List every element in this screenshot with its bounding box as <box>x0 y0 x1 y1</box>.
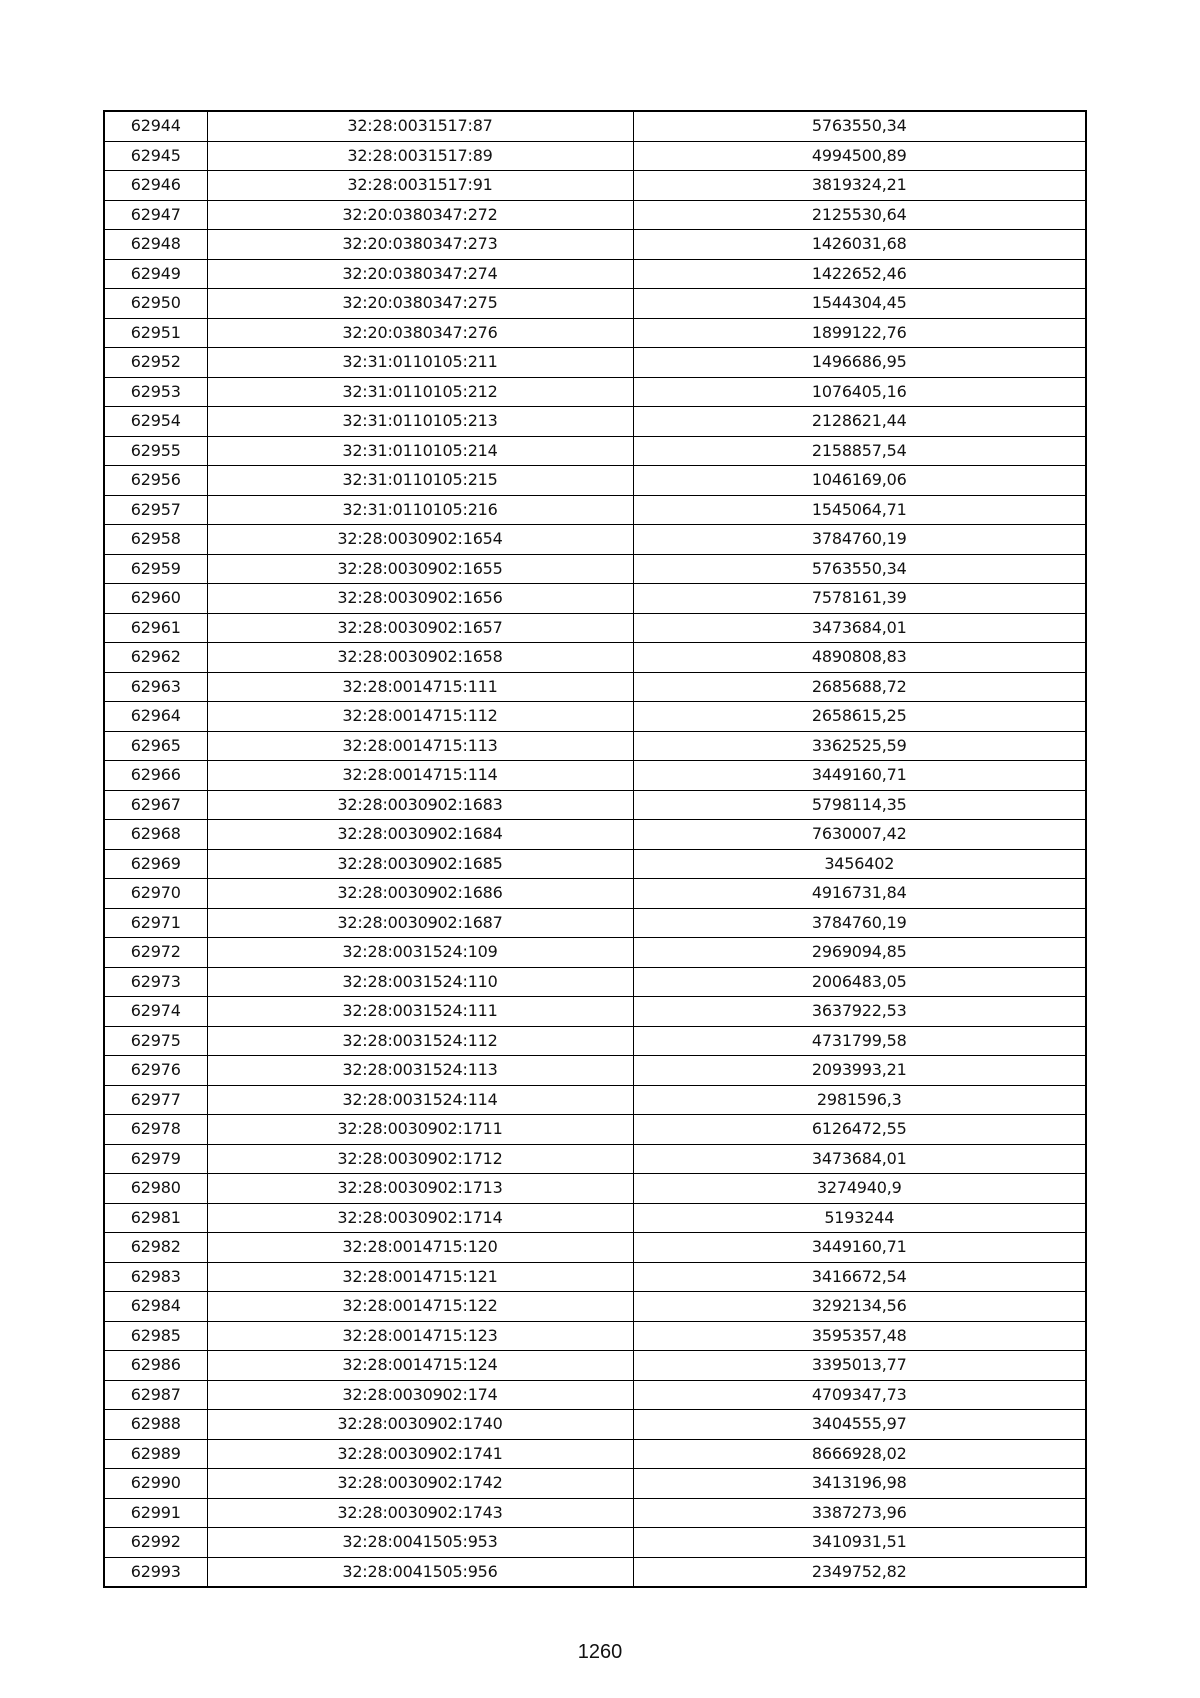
row-number-cell: 62989 <box>104 1439 207 1469</box>
value-cell: 5798114,35 <box>633 790 1086 820</box>
cadastral-number-cell: 32:20:0380347:273 <box>207 230 633 260</box>
table-row <box>104 1026 1086 1056</box>
row-number-cell: 62964 <box>104 702 207 732</box>
table-row <box>104 584 1086 614</box>
value-cell: 1422652,46 <box>633 259 1086 289</box>
cadastral-number-cell: 32:28:0030902:1712 <box>207 1144 633 1174</box>
row-number-cell: 62956 <box>104 466 207 496</box>
row-number-cell: 62971 <box>104 908 207 938</box>
row-number-cell: 62976 <box>104 1056 207 1086</box>
row-number-cell: 62982 <box>104 1233 207 1263</box>
value-cell: 3292134,56 <box>633 1292 1086 1322</box>
cadastral-number-cell: 32:28:0030902:1658 <box>207 643 633 673</box>
table-row <box>104 1380 1086 1410</box>
value-cell: 1426031,68 <box>633 230 1086 260</box>
row-number-cell: 62975 <box>104 1026 207 1056</box>
value-cell: 3473684,01 <box>633 1144 1086 1174</box>
table-row <box>104 525 1086 555</box>
table-row <box>104 643 1086 673</box>
table-row <box>104 1262 1086 1292</box>
value-cell: 3274940,9 <box>633 1174 1086 1204</box>
value-cell: 2658615,25 <box>633 702 1086 732</box>
table-row <box>104 1439 1086 1469</box>
row-number-cell: 62992 <box>104 1528 207 1558</box>
cadastral-number-cell: 32:28:0030902:1742 <box>207 1469 633 1499</box>
cadastral-number-cell: 32:28:0030902:1686 <box>207 879 633 909</box>
value-cell: 4916731,84 <box>633 879 1086 909</box>
table-body <box>104 111 1086 1587</box>
row-number-cell: 62987 <box>104 1380 207 1410</box>
row-number-cell: 62985 <box>104 1321 207 1351</box>
cadastral-number-cell: 32:28:0030902:1684 <box>207 820 633 850</box>
value-cell: 3637922,53 <box>633 997 1086 1027</box>
cadastral-number-cell: 32:28:0014715:124 <box>207 1351 633 1381</box>
cadastral-number-cell: 32:28:0041505:956 <box>207 1557 633 1587</box>
cadastral-number-cell: 32:20:0380347:274 <box>207 259 633 289</box>
row-number-cell: 62946 <box>104 171 207 201</box>
cadastral-number-cell: 32:28:0030902:1654 <box>207 525 633 555</box>
row-number-cell: 62991 <box>104 1498 207 1528</box>
row-number-cell: 62963 <box>104 672 207 702</box>
row-number-cell: 62968 <box>104 820 207 850</box>
table-row <box>104 554 1086 584</box>
row-number-cell: 62959 <box>104 554 207 584</box>
row-number-cell: 62958 <box>104 525 207 555</box>
table-row <box>104 820 1086 850</box>
table-row <box>104 1115 1086 1145</box>
row-number-cell: 62962 <box>104 643 207 673</box>
data-table <box>103 110 1087 1588</box>
row-number-cell: 62981 <box>104 1203 207 1233</box>
value-cell: 2128621,44 <box>633 407 1086 437</box>
cadastral-number-cell: 32:28:0030902:1687 <box>207 908 633 938</box>
cadastral-number-cell: 32:28:0030902:1656 <box>207 584 633 614</box>
value-cell: 2981596,3 <box>633 1085 1086 1115</box>
table-row <box>104 141 1086 171</box>
cadastral-number-cell: 32:31:0110105:216 <box>207 495 633 525</box>
row-number-cell: 62990 <box>104 1469 207 1499</box>
table-row <box>104 259 1086 289</box>
cadastral-number-cell: 32:28:0014715:113 <box>207 731 633 761</box>
value-cell: 2685688,72 <box>633 672 1086 702</box>
table-row <box>104 407 1086 437</box>
cadastral-number-cell: 32:28:0030902:1743 <box>207 1498 633 1528</box>
table-row <box>104 230 1086 260</box>
row-number-cell: 62960 <box>104 584 207 614</box>
cadastral-number-cell: 32:28:0031524:114 <box>207 1085 633 1115</box>
table-row <box>104 318 1086 348</box>
value-cell: 8666928,02 <box>633 1439 1086 1469</box>
table-row <box>104 938 1086 968</box>
value-cell: 3456402 <box>633 849 1086 879</box>
cadastral-number-cell: 32:28:0014715:121 <box>207 1262 633 1292</box>
table-row <box>104 790 1086 820</box>
row-number-cell: 62966 <box>104 761 207 791</box>
table-row <box>104 377 1086 407</box>
cadastral-number-cell: 32:28:0031524:111 <box>207 997 633 1027</box>
cadastral-number-cell: 32:28:0041505:953 <box>207 1528 633 1558</box>
table-row <box>104 731 1086 761</box>
value-cell: 3410931,51 <box>633 1528 1086 1558</box>
row-number-cell: 62984 <box>104 1292 207 1322</box>
cadastral-number-cell: 32:28:0031517:87 <box>207 111 633 141</box>
row-number-cell: 62974 <box>104 997 207 1027</box>
table-row <box>104 436 1086 466</box>
value-cell: 1076405,16 <box>633 377 1086 407</box>
row-number-cell: 62957 <box>104 495 207 525</box>
table-row <box>104 967 1086 997</box>
table-row <box>104 1292 1086 1322</box>
table-row <box>104 289 1086 319</box>
cadastral-number-cell: 32:28:0014715:111 <box>207 672 633 702</box>
cadastral-number-cell: 32:28:0014715:122 <box>207 1292 633 1322</box>
row-number-cell: 62970 <box>104 879 207 909</box>
value-cell: 3449160,71 <box>633 761 1086 791</box>
cadastral-number-cell: 32:28:0031524:109 <box>207 938 633 968</box>
row-number-cell: 62993 <box>104 1557 207 1587</box>
table-row <box>104 1351 1086 1381</box>
cadastral-number-cell: 32:20:0380347:276 <box>207 318 633 348</box>
row-number-cell: 62969 <box>104 849 207 879</box>
value-cell: 3784760,19 <box>633 908 1086 938</box>
table-row <box>104 348 1086 378</box>
table-row <box>104 111 1086 141</box>
row-number-cell: 62961 <box>104 613 207 643</box>
row-number-cell: 62949 <box>104 259 207 289</box>
row-number-cell: 62945 <box>104 141 207 171</box>
value-cell: 5193244 <box>633 1203 1086 1233</box>
value-cell: 2969094,85 <box>633 938 1086 968</box>
table-row <box>104 1056 1086 1086</box>
row-number-cell: 62972 <box>104 938 207 968</box>
table-row <box>104 1469 1086 1499</box>
value-cell: 7578161,39 <box>633 584 1086 614</box>
cadastral-number-cell: 32:28:0030902:1655 <box>207 554 633 584</box>
cadastral-number-cell: 32:28:0031517:89 <box>207 141 633 171</box>
value-cell: 4709347,73 <box>633 1380 1086 1410</box>
table-row <box>104 879 1086 909</box>
table-row <box>104 702 1086 732</box>
cadastral-number-cell: 32:31:0110105:213 <box>207 407 633 437</box>
value-cell: 3362525,59 <box>633 731 1086 761</box>
cadastral-number-cell: 32:28:0014715:123 <box>207 1321 633 1351</box>
value-cell: 6126472,55 <box>633 1115 1086 1145</box>
value-cell: 3784760,19 <box>633 525 1086 555</box>
table-row <box>104 1085 1086 1115</box>
table-row <box>104 1233 1086 1263</box>
value-cell: 3595357,48 <box>633 1321 1086 1351</box>
value-cell: 3387273,96 <box>633 1498 1086 1528</box>
table-row <box>104 1321 1086 1351</box>
row-number-cell: 62978 <box>104 1115 207 1145</box>
value-cell: 4731799,58 <box>633 1026 1086 1056</box>
value-cell: 1544304,45 <box>633 289 1086 319</box>
value-cell: 4890808,83 <box>633 643 1086 673</box>
value-cell: 3404555,97 <box>633 1410 1086 1440</box>
cadastral-number-cell: 32:28:0031524:113 <box>207 1056 633 1086</box>
row-number-cell: 62953 <box>104 377 207 407</box>
table-row <box>104 1528 1086 1558</box>
cadastral-number-cell: 32:28:0014715:112 <box>207 702 633 732</box>
row-number-cell: 62947 <box>104 200 207 230</box>
cadastral-number-cell: 32:28:0031524:110 <box>207 967 633 997</box>
cadastral-number-cell: 32:31:0110105:211 <box>207 348 633 378</box>
value-cell: 3449160,71 <box>633 1233 1086 1263</box>
table-row <box>104 1203 1086 1233</box>
row-number-cell: 62965 <box>104 731 207 761</box>
cadastral-number-cell: 32:20:0380347:272 <box>207 200 633 230</box>
row-number-cell: 62967 <box>104 790 207 820</box>
row-number-cell: 62944 <box>104 111 207 141</box>
cadastral-number-cell: 32:28:0030902:1657 <box>207 613 633 643</box>
page-number: 1260 <box>577 1641 623 1663</box>
cadastral-number-cell: 32:28:0014715:120 <box>207 1233 633 1263</box>
row-number-cell: 62952 <box>104 348 207 378</box>
cadastral-number-cell: 32:28:0014715:114 <box>207 761 633 791</box>
row-number-cell: 62954 <box>104 407 207 437</box>
table-row <box>104 1410 1086 1440</box>
cadastral-number-cell: 32:28:0030902:1740 <box>207 1410 633 1440</box>
row-number-cell: 62986 <box>104 1351 207 1381</box>
cadastral-number-cell: 32:28:0031524:112 <box>207 1026 633 1056</box>
row-number-cell: 62983 <box>104 1262 207 1292</box>
table-row <box>104 849 1086 879</box>
value-cell: 3819324,21 <box>633 171 1086 201</box>
row-number-cell: 62973 <box>104 967 207 997</box>
value-cell: 3413196,98 <box>633 1469 1086 1499</box>
cadastral-number-cell: 32:28:0030902:174 <box>207 1380 633 1410</box>
table-row <box>104 761 1086 791</box>
value-cell: 7630007,42 <box>633 820 1086 850</box>
value-cell: 4994500,89 <box>633 141 1086 171</box>
table-row <box>104 1557 1086 1587</box>
value-cell: 3395013,77 <box>633 1351 1086 1381</box>
table-row <box>104 1144 1086 1174</box>
table-row <box>104 613 1086 643</box>
cadastral-number-cell: 32:28:0030902:1711 <box>207 1115 633 1145</box>
value-cell: 5763550,34 <box>633 111 1086 141</box>
value-cell: 1046169,06 <box>633 466 1086 496</box>
table-row <box>104 1174 1086 1204</box>
row-number-cell: 62980 <box>104 1174 207 1204</box>
row-number-cell: 62979 <box>104 1144 207 1174</box>
cadastral-number-cell: 32:20:0380347:275 <box>207 289 633 319</box>
value-cell: 2125530,64 <box>633 200 1086 230</box>
row-number-cell: 62988 <box>104 1410 207 1440</box>
table-row <box>104 466 1086 496</box>
cadastral-number-cell: 32:31:0110105:212 <box>207 377 633 407</box>
value-cell: 2093993,21 <box>633 1056 1086 1086</box>
row-number-cell: 62950 <box>104 289 207 319</box>
cadastral-number-cell: 32:28:0030902:1713 <box>207 1174 633 1204</box>
value-cell: 2158857,54 <box>633 436 1086 466</box>
cadastral-number-cell: 32:28:0030902:1683 <box>207 790 633 820</box>
cadastral-number-cell: 32:28:0030902:1714 <box>207 1203 633 1233</box>
value-cell: 2006483,05 <box>633 967 1086 997</box>
cadastral-number-cell: 32:28:0030902:1741 <box>207 1439 633 1469</box>
row-number-cell: 62951 <box>104 318 207 348</box>
table-row <box>104 908 1086 938</box>
row-number-cell: 62948 <box>104 230 207 260</box>
cadastral-number-cell: 32:31:0110105:215 <box>207 466 633 496</box>
value-cell: 1899122,76 <box>633 318 1086 348</box>
table-row <box>104 997 1086 1027</box>
value-cell: 3416672,54 <box>633 1262 1086 1292</box>
table-row <box>104 672 1086 702</box>
cadastral-number-cell: 32:28:0031517:91 <box>207 171 633 201</box>
row-number-cell: 62977 <box>104 1085 207 1115</box>
table-row <box>104 1498 1086 1528</box>
table-row <box>104 171 1086 201</box>
value-cell: 2349752,82 <box>633 1557 1086 1587</box>
cadastral-number-cell: 32:28:0030902:1685 <box>207 849 633 879</box>
value-cell: 3473684,01 <box>633 613 1086 643</box>
value-cell: 5763550,34 <box>633 554 1086 584</box>
value-cell: 1496686,95 <box>633 348 1086 378</box>
table-row <box>104 495 1086 525</box>
table-row <box>104 200 1086 230</box>
value-cell: 1545064,71 <box>633 495 1086 525</box>
row-number-cell: 62955 <box>104 436 207 466</box>
cadastral-number-cell: 32:31:0110105:214 <box>207 436 633 466</box>
